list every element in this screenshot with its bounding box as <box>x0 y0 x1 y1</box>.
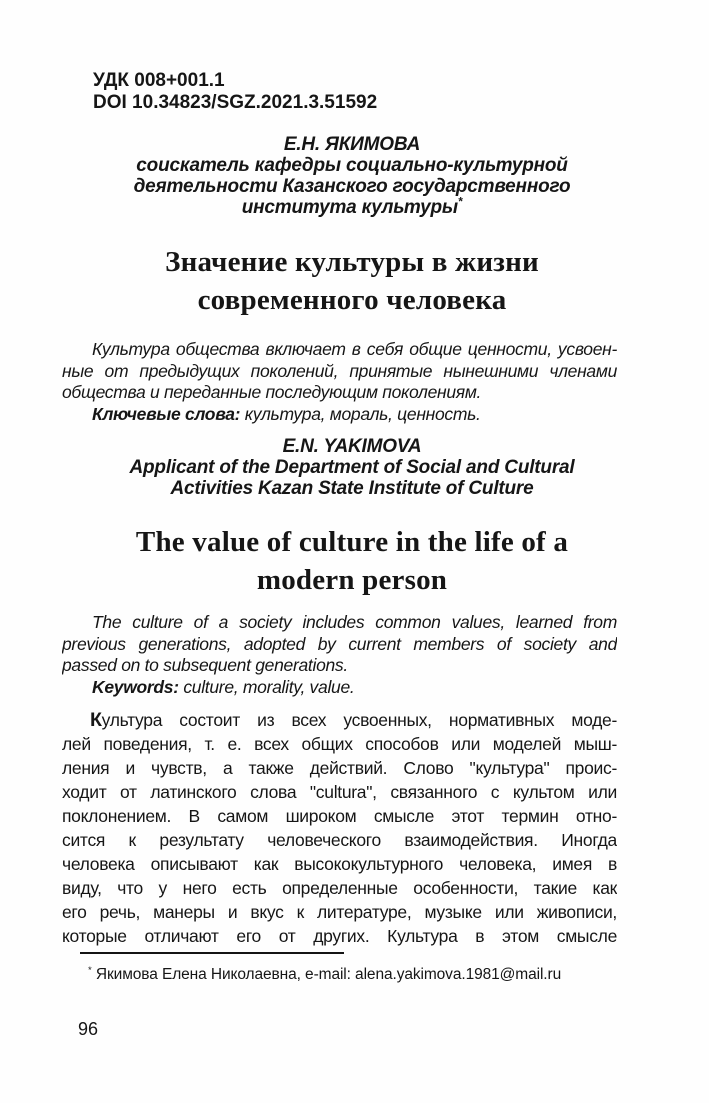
footnote-text-line <box>80 966 561 984</box>
footnote <box>80 952 561 984</box>
abstract-en-line: passed on to subsequent generations. <box>62 655 348 675</box>
author-block-en <box>62 436 642 499</box>
keywords-en-text: culture, morality, value. <box>183 676 355 697</box>
paragraph-initial-letter: К <box>90 709 102 731</box>
author-affiliation-en-line1: Applicant of the Department of Social and Cultural <box>129 457 575 478</box>
doi-code: DOI 10.34823/SGZ.2021.3.51592 <box>93 92 378 113</box>
body-line: ходит от латинского слова "cultura", связанного с культом или <box>62 782 617 802</box>
article-title-ru-line2: современного человека <box>197 284 507 316</box>
article-title-ru-line1: Значение культуры в жизни <box>165 246 539 278</box>
affiliation-text: института культуры <box>241 197 458 218</box>
body-line: сится к результату человеческого взаимодействия. Иногда <box>62 830 617 850</box>
page-number: 96 <box>78 1019 99 1039</box>
abstract-en-line: The culture of a society includes common values, learned from <box>92 612 617 632</box>
keywords-ru-line <box>62 404 617 426</box>
body-line: человека описывают как высококультурного человека, имея в <box>62 854 617 874</box>
abstract-ru-line: Культура общества включает в себя общие ценности, усвоен- <box>92 339 617 359</box>
keywords-en-line <box>62 677 617 699</box>
footnote-separator-rule <box>80 952 344 954</box>
body-line: виду, что у него есть определенные особенности, такие как <box>62 878 617 898</box>
body-paragraph <box>62 708 617 948</box>
article-title-en <box>62 523 642 599</box>
footnote-text: Якимова Елена Николаевна, e-mail: alena.yakimova.1981@mail.ru <box>95 966 562 983</box>
body-line-text: ультура состоит из всех усвоенных, нормативных моде- <box>101 710 617 730</box>
article-title-ru <box>62 243 642 319</box>
body-line <box>62 708 617 732</box>
author-name-ru: Е.Н. ЯКИМОВА <box>283 134 421 155</box>
author-affiliation-ru-line1: соискатель кафедры социально-культурной <box>136 155 568 176</box>
document-codes <box>93 70 377 114</box>
abstract-ru-line: общества и переданные последующим поколениям. <box>62 382 482 402</box>
author-block-ru <box>62 134 642 218</box>
keywords-ru-text: культура, мораль, ценность. <box>244 403 481 424</box>
author-affiliation-en-line2: Activities Kazan State Institute of Culture <box>170 478 534 499</box>
abstract-en-line: previous generations, adopted by current members of society and <box>62 633 617 654</box>
author-affiliation-ru-line2: деятельности Казанского государственного <box>133 176 571 197</box>
article-title-en-line1: The value of culture in the life of a <box>135 526 569 558</box>
author-affiliation-ru-line3 <box>62 197 642 218</box>
keywords-ru-label: Ключевые слова: <box>92 403 241 424</box>
footnote-asterisk: * <box>88 964 92 976</box>
abstract-ru-line: ные от предыдущих поколений, принятые нынешними членами <box>62 360 617 381</box>
body-line: лей поведения, т. е. всех общих способов или моделей мыш- <box>62 734 617 754</box>
abstract-ru <box>62 339 617 425</box>
body-line: его речь, манеры и вкус к литературе, музыке или живописи, <box>62 902 617 922</box>
keywords-en-label: Keywords: <box>92 676 179 697</box>
body-line: ления и чувств, а также действий. Слово "культура" проис- <box>62 758 617 778</box>
article-title-en-line2: modern person <box>256 564 448 596</box>
body-line: поклонением. В самом широком смысле этот термин отно- <box>62 806 617 826</box>
udc-code: УДК 008+001.1 <box>93 70 225 91</box>
abstract-en <box>62 612 617 698</box>
body-line: которые отличают его от других. Культура в этом смысле <box>62 926 617 946</box>
author-name-en: E.N. YAKIMOVA <box>282 436 422 457</box>
footnote-asterisk-marker: * <box>457 195 463 209</box>
